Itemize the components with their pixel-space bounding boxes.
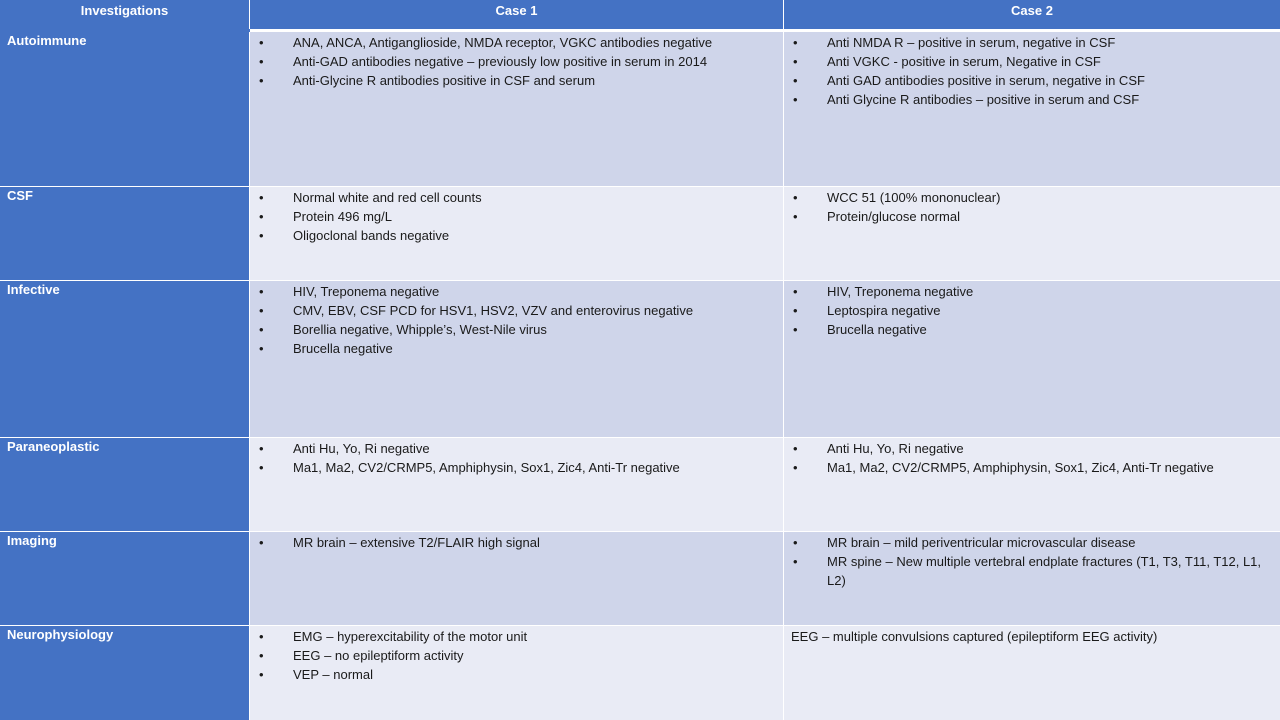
header-case-1: Case 1 (250, 0, 784, 29)
list-item: • Ma1, Ma2, CV2/CRMP5, Amphiphysin, Sox1, Zic4, Anti-Tr negative (791, 458, 1274, 477)
list-item: • Protein 496 mg/L (257, 207, 777, 226)
case2-imaging (784, 532, 1280, 626)
list-item: • Normal white and red cell counts (257, 188, 777, 207)
case1-imaging (250, 532, 784, 626)
list-item: • Anti-GAD antibodies negative – previously low positive in serum in 2014 (257, 52, 777, 71)
case1-neurophysiology (250, 626, 784, 720)
list-item: • Anti Hu, Yo, Ri negative (257, 439, 777, 458)
list-item: • HIV, Treponema negative (257, 282, 777, 301)
row-label-infective: Infective (0, 281, 250, 438)
list-item: • HIV, Treponema negative (791, 282, 1274, 301)
list-item: • Borellia negative, Whipple’s, West-Nile virus (257, 320, 777, 339)
list-item: • Oligoclonal bands negative (257, 226, 777, 245)
list-item: • Anti NMDA R – positive in serum, negative in CSF (791, 33, 1274, 52)
list-item: • Anti Hu, Yo, Ri negative (791, 439, 1274, 458)
list-item: • ANA, ANCA, Antiganglioside, NMDA receptor, VGKC antibodies negative (257, 33, 777, 52)
list-item: • EEG – no epileptiform activity (257, 646, 777, 665)
case2-neurophysiology (784, 626, 1280, 720)
row-label-csf: CSF (0, 187, 250, 281)
list-item: • EMG – hyperexcitability of the motor unit (257, 627, 777, 646)
header-investigations: Investigations (0, 0, 250, 29)
case2-csf (784, 187, 1280, 281)
header-case-2: Case 2 (784, 0, 1280, 29)
list-item: • Anti GAD antibodies positive in serum, negative in CSF (791, 71, 1274, 90)
case1-autoimmune (250, 32, 784, 187)
case1-infective (250, 281, 784, 438)
list-item: • Brucella negative (257, 339, 777, 358)
row-label-imaging: Imaging (0, 532, 250, 626)
list-item: • Ma1, Ma2, CV2/CRMP5, Amphiphysin, Sox1, Zic4, Anti-Tr negative (257, 458, 777, 477)
row-label-autoimmune: Autoimmune (0, 32, 250, 187)
case2-autoimmune (784, 32, 1280, 187)
list-item: • MR brain – extensive T2/FLAIR high signal (257, 533, 777, 552)
row-label-neurophysiology: Neurophysiology (0, 626, 250, 720)
list-item: • WCC 51 (100% mononuclear) (791, 188, 1274, 207)
case2-paraneoplastic (784, 438, 1280, 532)
list-item: • Anti Glycine R antibodies – positive in serum and CSF (791, 90, 1274, 109)
list-item: • Anti VGKC - positive in serum, Negative in CSF (791, 52, 1274, 71)
list-item: • Protein/glucose normal (791, 207, 1274, 226)
list-item: • MR spine – New multiple vertebral endplate fractures (T1, T3, T11, T12, L1, L2) (791, 552, 1274, 590)
case1-csf (250, 187, 784, 281)
case1-paraneoplastic (250, 438, 784, 532)
list-item: • Leptospira negative (791, 301, 1274, 320)
list-item: • VEP – normal (257, 665, 777, 684)
case2-infective (784, 281, 1280, 438)
list-item: • Brucella negative (791, 320, 1274, 339)
list-item: • MR brain – mild periventricular microvascular disease (791, 533, 1274, 552)
list-item: • CMV, EBV, CSF PCD for HSV1, HSV2, VZV and enterovirus negative (257, 301, 777, 320)
row-label-paraneoplastic: Paraneoplastic (0, 438, 250, 532)
list-item: • Anti-Glycine R antibodies positive in CSF and serum (257, 71, 777, 90)
plain-text: EEG – multiple convulsions captured (epileptiform EEG activity) (791, 629, 1158, 644)
